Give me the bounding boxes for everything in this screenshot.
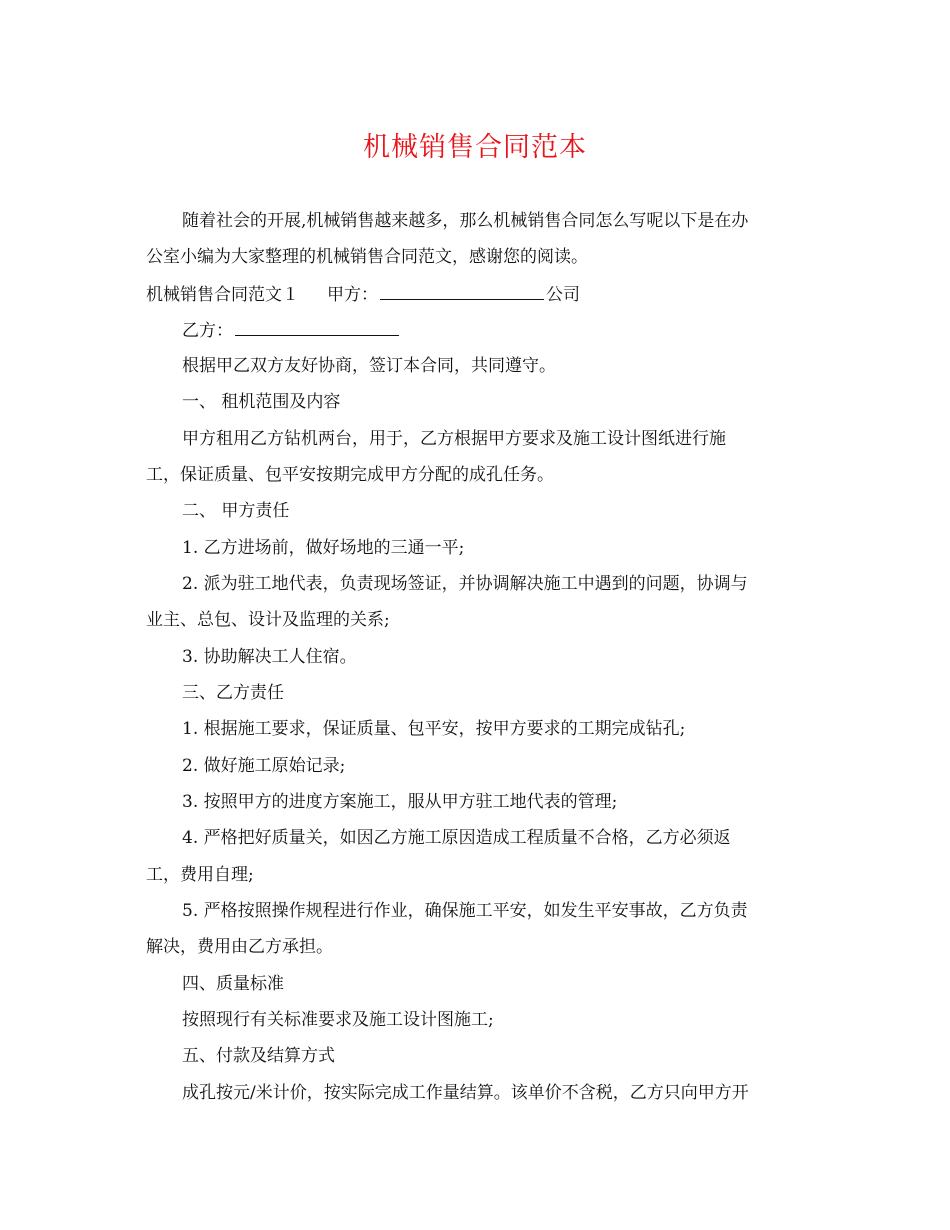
party-a-label: 甲方： [327,285,378,305]
party-b-label: 乙方： [182,321,233,341]
section-2-item-2-line-1: 2. 派为驻工地代表，负责现场签证，并协调解决施工中遇到的问题，协调与 [182,574,748,594]
section-4-heading: 四、质量标准 [182,974,284,994]
section-3-item-2: 2. 做好施工原始记录; [182,756,346,776]
section-3-item-5-line-1: 5. 严格按照操作规程进行作业，确保施工平安，如发生平安事故，乙方负责 [182,901,748,921]
section-2-heading: 二、 甲方责任 [182,501,290,521]
sample-party-a-line [146,281,826,308]
section-5-text: 成孔按元/米计价，按实际完成工作量结算。该单价不含税，乙方只向甲方开 [182,1083,749,1103]
section-3-heading: 三、乙方责任 [182,683,284,703]
section-4-text: 按照现行有关标准要求及施工设计图施工; [182,1010,494,1030]
sample-label: 机械销售合同范文１ [146,285,299,305]
party-b-line [182,317,862,344]
party-b-blank [235,317,399,336]
section-3-item-5-line-2: 解决，费用由乙方承担。 [146,937,333,957]
document-title: 机械销售合同范本 [363,132,587,163]
section-5-heading: 五、付款及结算方式 [182,1046,335,1066]
section-2-item-3: 3. 协助解决工人住宿。 [182,647,357,667]
section-1-line-2: 工，保证质量、包平安按期完成甲方分配的成孔任务。 [146,465,554,485]
section-3-item-4-line-1: 4. 严格把好质量关，如因乙方施工原因造成工程质量不合格，乙方必须返 [182,828,731,848]
section-1-line-1: 甲方租用乙方钻机两台，用于，乙方根据甲方要求及施工设计图纸进行施 [182,429,726,449]
party-a-suffix: 公司 [546,285,580,305]
intro-line-1: 随着社会的开展,机械销售越来越多，那么机械销售合同怎么写呢以下是在办 [182,211,749,231]
preamble: 根据甲乙双方友好协商，签订本合同，共同遵守。 [182,356,556,376]
section-3-item-4-line-2: 工，费用自理; [146,865,254,885]
section-1-heading: 一、 租机范围及内容 [182,392,341,412]
party-a-blank [380,281,544,300]
intro-line-2: 公室小编为大家整理的机械销售合同范文，感谢您的阅读。 [146,247,588,267]
section-2-item-2-line-2: 业主、总包、设计及监理的关系; [146,610,390,630]
section-3-item-1: 1. 根据施工要求，保证质量、包平安，按甲方要求的工期完成钻孔; [182,719,686,739]
section-2-item-1: 1. 乙方进场前，做好场地的三通一平; [182,538,465,558]
section-3-item-3: 3. 按照甲方的进度方案施工，服从甲方驻工地代表的管理; [182,792,618,812]
